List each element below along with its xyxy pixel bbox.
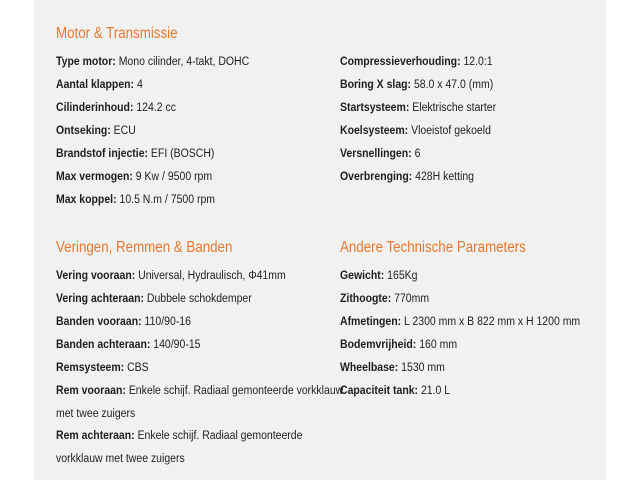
spec-row — [56, 264, 343, 287]
section-title-motor: Motor & Transmissie — [56, 25, 178, 42]
spec-value: vorkklauw met twee zuigers — [56, 450, 185, 465]
spec-label: Banden vooraan: — [56, 314, 142, 328]
spec-row — [56, 287, 343, 310]
spec-value: Enkele schijf. Radiaal gemonteerde vorkklauw — [128, 383, 344, 397]
spec-row — [56, 119, 249, 142]
spec-label: Ontseking: — [56, 123, 111, 137]
spec-value: 58.0 x 47.0 (mm) — [413, 77, 494, 91]
spec-value: Universal, Hydraulisch, Φ41mm — [138, 268, 286, 282]
spec-label: Vering achteraan: — [56, 291, 144, 305]
spec-value: 12.0:1 — [463, 54, 493, 68]
spec-value: ECU — [113, 123, 136, 137]
spec-value: 124.2 cc — [136, 100, 176, 114]
spec-label: Rem achteraan: — [56, 428, 135, 442]
spec-value: 110/90-16 — [144, 314, 191, 328]
spec-value: CBS — [127, 360, 149, 374]
spec-row — [340, 50, 496, 73]
spec-row — [340, 264, 580, 287]
spec-label: Remsysteem: — [56, 360, 125, 374]
spec-label: Wheelbase: — [340, 360, 399, 374]
spec-value: 160 mm — [419, 337, 458, 351]
section-title-andere: Andere Technische Parameters — [340, 239, 526, 256]
spec-label: Rem vooraan: — [56, 383, 126, 397]
spec-value: 428H ketting — [415, 169, 474, 183]
spec-label: Boring X slag: — [340, 77, 412, 91]
spec-label: Compressieverhouding: — [340, 54, 461, 68]
spec-value: Vloeistof gekoeld — [411, 123, 491, 137]
spec-value: 21.0 L — [420, 383, 451, 397]
spec-row — [340, 165, 496, 188]
spec-label: Versnellingen: — [340, 146, 412, 160]
motor-right-column — [340, 50, 522, 188]
spec-label: Gewicht: — [340, 268, 385, 282]
spec-label: Brandstof injectie: — [56, 146, 149, 160]
spec-row — [56, 379, 343, 402]
spec-label: Zithoogte: — [340, 291, 392, 305]
spec-value: 140/90-15 — [153, 337, 201, 351]
spec-value: Elektrische starter — [412, 100, 497, 114]
spec-value: 4 — [136, 77, 143, 91]
spec-row — [340, 356, 580, 379]
spec-row — [340, 142, 496, 165]
spec-label: Max koppel: — [56, 192, 117, 206]
spec-row — [56, 356, 343, 379]
spec-row — [56, 165, 249, 188]
spec-row — [340, 333, 580, 356]
spec-row — [340, 73, 496, 96]
spec-label: Overbrenging: — [340, 169, 413, 183]
spec-row — [340, 96, 496, 119]
spec-row — [56, 333, 343, 356]
spec-label: Afmetingen: — [340, 314, 402, 328]
spec-value: 10.5 N.m / 7500 rpm — [119, 192, 216, 206]
spec-label: Capaciteit tank: — [340, 383, 419, 397]
spec-row — [340, 287, 580, 310]
andere-technische-parameters-section — [340, 238, 619, 402]
spec-row — [340, 310, 580, 333]
spec-value: 165Kg — [387, 268, 418, 282]
spec-label: Aantal klappen: — [56, 77, 135, 91]
spec-row — [56, 424, 343, 447]
spec-value: Enkele schijf. Radiaal gemonteerde — [137, 428, 303, 442]
spec-label: Koelsysteem: — [340, 123, 409, 137]
spec-label: Bodemvrijheid: — [340, 337, 417, 351]
spec-value: 770mm — [394, 291, 430, 305]
spec-label: Vering vooraan: — [56, 268, 136, 282]
spec-value: 6 — [414, 146, 421, 160]
spec-row — [56, 310, 343, 333]
spec-value: met twee zuigers — [56, 405, 136, 420]
spec-value: 9 Kw / 9500 rpm — [135, 169, 213, 183]
spec-label: Banden achteraan: — [56, 337, 151, 351]
motor-spec-list — [56, 50, 281, 211]
spec-row — [56, 142, 249, 165]
spec-row — [56, 50, 249, 73]
spec-label: Max vermogen: — [56, 169, 133, 183]
spec-label: Cilinderinhoud: — [56, 100, 134, 114]
spec-row — [56, 73, 249, 96]
spec-row — [340, 119, 496, 142]
spec-value: EFI (BOSCH) — [150, 146, 215, 160]
motor-transmissie-section — [56, 24, 281, 211]
spec-value: Dubbele schokdemper — [146, 291, 252, 305]
spec-value: L 2300 mm x B 822 mm x H 1200 mm — [404, 314, 581, 328]
spec-row — [56, 96, 249, 119]
spec-label: Type motor: — [56, 54, 116, 68]
spec-row — [56, 188, 249, 211]
spec-row — [340, 379, 580, 402]
spec-value: Mono cilinder, 4-takt, DOHC — [118, 54, 250, 68]
section-title-veringen: Veringen, Remmen & Banden — [56, 239, 233, 256]
spec-row-continuation — [56, 447, 343, 470]
spec-label: Startsysteem: — [340, 100, 410, 114]
spec-row-continuation — [56, 402, 343, 425]
spec-value: 1530 mm — [401, 360, 445, 374]
